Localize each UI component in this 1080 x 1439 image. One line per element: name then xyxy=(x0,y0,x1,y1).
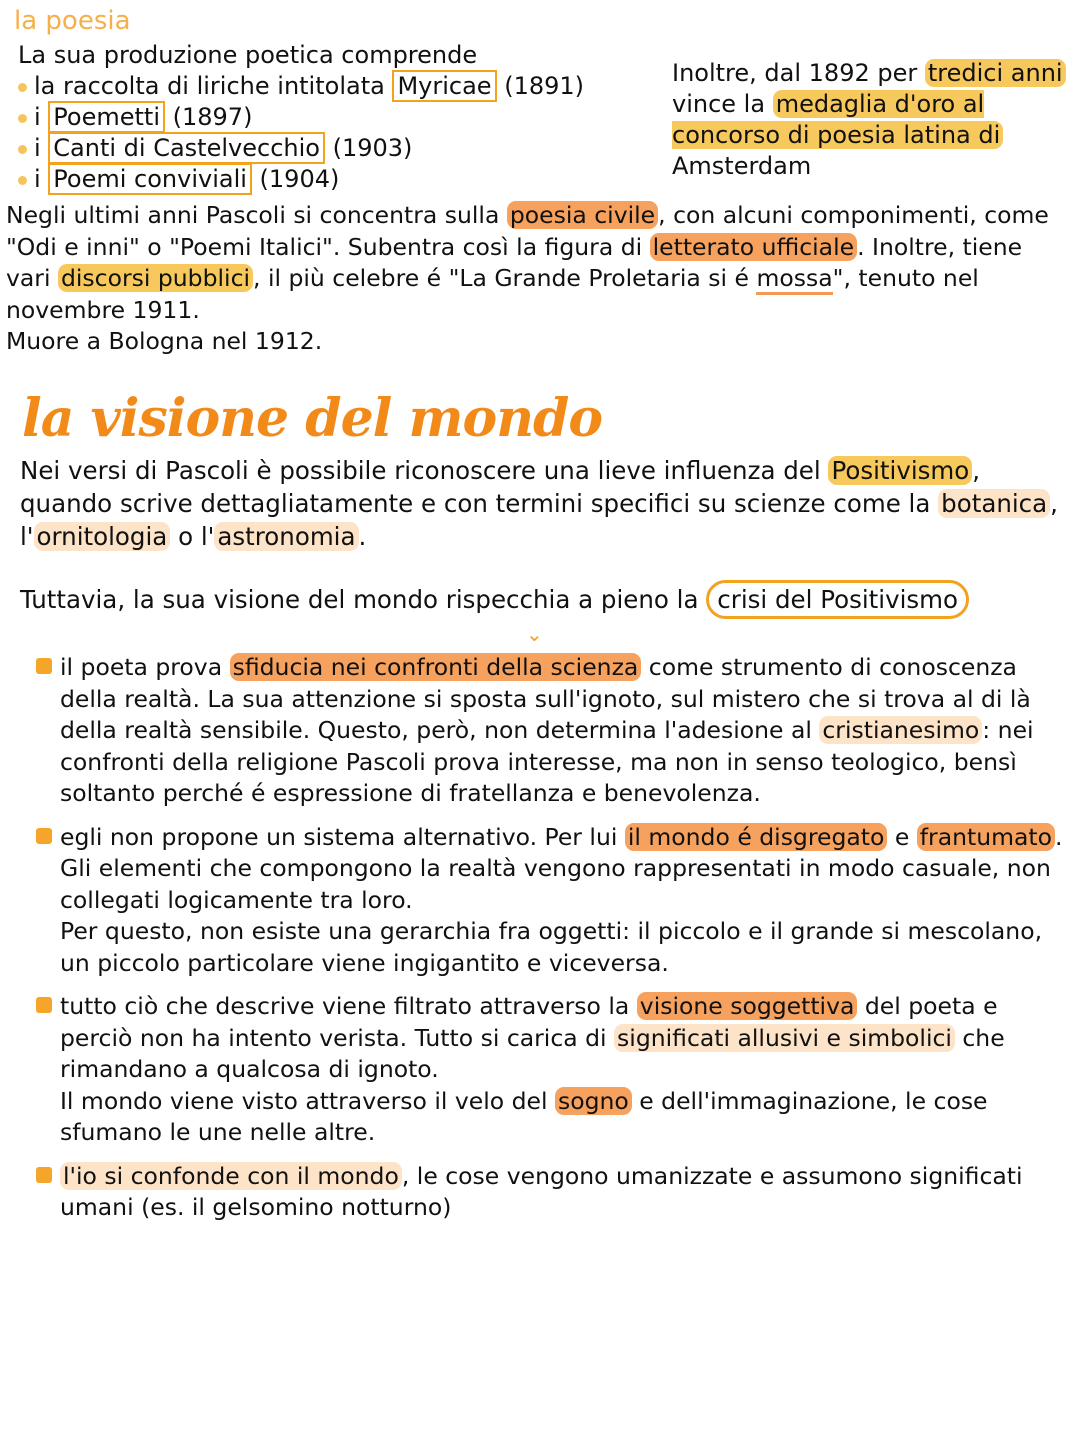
square-bullet-icon xyxy=(36,1167,52,1183)
highlight: ornitologia xyxy=(34,522,171,551)
highlight: poesia civile xyxy=(507,201,658,229)
work-title: Canti di Castelvecchio xyxy=(48,132,325,164)
work-title: Poemi conviviali xyxy=(48,163,252,195)
work-title: Myricae xyxy=(392,70,496,102)
highlight: frantumato xyxy=(917,823,1055,851)
list-item: l'io si confonde con il mondo , le cose vengono umanizzate e assumono significati umani (es. il gelsomino notturno) xyxy=(60,1161,1070,1224)
page-title: la visione del mondo xyxy=(22,388,603,449)
square-bullet-icon xyxy=(36,658,52,674)
crisis-line: Tuttavia, la sua visione del mondo rispecchia a pieno la crisi del Positivismo xyxy=(20,582,1070,618)
highlight: Positivismo xyxy=(828,456,972,485)
underlined-word: mossa xyxy=(756,264,832,295)
works-list xyxy=(18,71,584,195)
list-item: egli non propone un sistema alternativo. Per lui il mondo é disgregato e frantumato . Gli elementi che compongono la realtà vengono rappresentati in modo casuale, non collegati logicamente tra loro. Per questo, non esiste una gerarchia fra oggetti: il piccolo e il grande si mescolano, un piccolo particolare viene ingigantito e viceversa. xyxy=(60,822,1070,980)
list-item: i Poemetti (1897) xyxy=(18,102,584,133)
death-line: Muore a Bologna nel 1912. xyxy=(6,327,323,355)
highlight: tredici anni xyxy=(925,59,1066,87)
highlight: cristianesimo xyxy=(819,716,982,744)
square-bullet-icon xyxy=(36,828,52,844)
late-years-paragraph: Negli ultimi anni Pascoli si concentra sulla poesia civile , con alcuni componimenti, come "Odi e inni" o "Poemi Italici". Subentra così la figura di letterato ufficiale . Inoltre, tiene vari discorsi pubblici , il più celebre é "La Grande Proletaria si é mossa", tenuto nel novembre 1911. Muore a Bologna nel 1912. xyxy=(6,200,1072,358)
highlight: visione soggettiva xyxy=(637,992,858,1020)
influence-paragraph: Nei versi di Pascoli è possibile riconoscere una lieve influenza del Positivismo , quando scrive dettagliatamente e con termini specifici su scienze come la botanica , l' ornitologia o l' astronomia . xyxy=(20,456,1058,551)
intro-block xyxy=(18,40,584,195)
list-item: i Canti di Castelvecchio (1903) xyxy=(18,133,584,164)
list-item: tutto ciò che descrive viene filtrato attraverso la visione soggettiva del poeta e perciò non ha intento verista. Tutto si carica di significati allusivi e simbolici che rimandano a qualcosa di ignoto. Il mondo viene visto attraverso il velo del sogno e dell'immaginazione, le cose sfumano le une nelle altre. xyxy=(60,991,1070,1149)
chevron-down-icon: ⌄ xyxy=(526,622,543,646)
circled-term: crisi del Positivismo xyxy=(706,580,969,619)
highlight: botanica xyxy=(938,489,1050,518)
highlight: sfiducia nei confronti della scienza xyxy=(230,653,642,681)
points-list xyxy=(60,652,1070,1236)
highlight: discorsi pubblici xyxy=(58,264,253,292)
list-item: la raccolta di liriche intitolata Myricae (1891) xyxy=(18,71,584,102)
highlight: astronomia xyxy=(214,522,358,551)
side-note: Inoltre, dal 1892 per tredici anni vince la medaglia d'oro al concorso di poesia latina di Amsterdam xyxy=(672,58,1072,182)
intro-lead: La sua produzione poetica comprende xyxy=(18,41,478,69)
highlight: sogno xyxy=(555,1087,632,1115)
list-item: i Poemi conviviali (1904) xyxy=(18,164,584,195)
highlight: significati allusivi e simbolici xyxy=(614,1024,955,1052)
highlight: medaglia d'oro al concorso di poesia latina di xyxy=(672,90,1003,149)
highlight: letterato ufficiale xyxy=(650,233,857,261)
highlight: il mondo é disgregato xyxy=(625,823,888,851)
work-title: Poemetti xyxy=(48,101,165,133)
list-item: il poeta prova sfiducia nei confronti della scienza come strumento di conoscenza della realtà. La sua attenzione si sposta sull'ignoto, sul mistero che si trova al di là della realtà sensibile. Questo, però, non determina l'adesione al cristianesimo : nei confronti della religione Pascoli prova interesse, ma non in senso teologico, bensì soltanto perché é espressione di fratellanza e benevolenza. xyxy=(60,652,1070,810)
square-bullet-icon xyxy=(36,997,52,1013)
highlight: l'io si confonde con il mondo xyxy=(60,1162,402,1190)
section-label: la poesia xyxy=(14,6,131,36)
